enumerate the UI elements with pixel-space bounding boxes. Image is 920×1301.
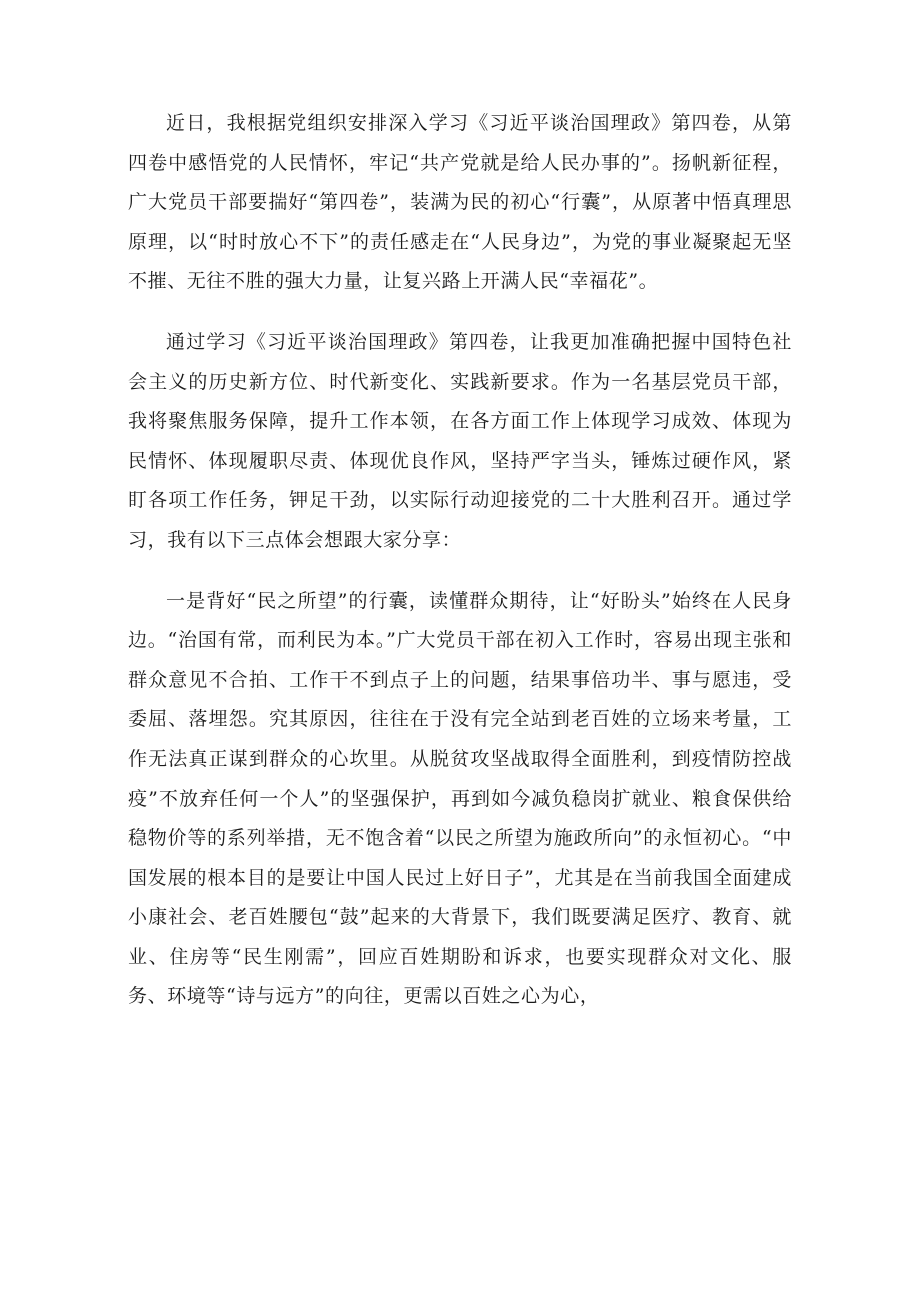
- document-page: [128, 104, 792, 1038]
- paragraph-point-one: 一是背好“民之所望”的行囊，读懂群众期待，让“好盼头”始终在人民身边。“治国有常，而利民为本。”广大党员干部在初入工作时，容易出现主张和群众意见不合拍、工作干不到点子上的问题，结果事倍功半、事与愿违，受委屈、落埋怨。究其原因，往往在于没有完全站到老百姓的立场来考量，工作无法真正谋到群众的心坎里。从脱贫攻坚战取得全面胜利，到疫情防控战疫”不放弃任何一个人”的坚强保护，再到如今减负稳岗扩就业、粮食保供给稳物价等的系列举措，无不饱含着“以民之所望为施政所向”的永恒初心。“中国发展的根本目的是要让中国人民过上好日子”，尤其是在当前我国全面建成小康社会、老百姓腰包“鼓”起来的大背景下，我们既要满足医疗、教育、就业、住房等“民生刚需”，回应百姓期盼和诉求，也要实现群众对文化、服务、环境等“诗与远方”的向往，更需以百姓之心为心，: [128, 589, 792, 1008]
- paragraph-study: 通过学习《习近平谈治国理政》第四卷，让我更加准确把握中国特色社会主义的历史新方位、时代新变化、实践新要求。作为一名基层党员干部，我将聚焦服务保障，提升工作本领，在各方面工作上体现学习成效、体现为民情怀、体现履职尽责、体现优良作风，坚持严字当头，锤炼过硬作风，紧盯各项工作任务，钾足干劲，以实际行动迎接党的二十大胜利召开。通过学习，我有以下三点体会想跟大家分享：: [128, 330, 792, 551]
- paragraph-intro: 近日，我根据党组织安排深入学习《习近平谈治国理政》第四卷，从第四卷中感悟党的人民情怀，牢记“共产党就是给人民办事的”。扬帆新征程，广大党员干部要揣好“第四卷”，装满为民的初心“行囊”，从原著中悟真理思原理，以“时时放心不下”的责任感走在“人民身边”，为党的事业凝聚起无坚不摧、无往不胜的强大力量，让复兴路上开满人民“幸福花”。: [128, 112, 792, 293]
